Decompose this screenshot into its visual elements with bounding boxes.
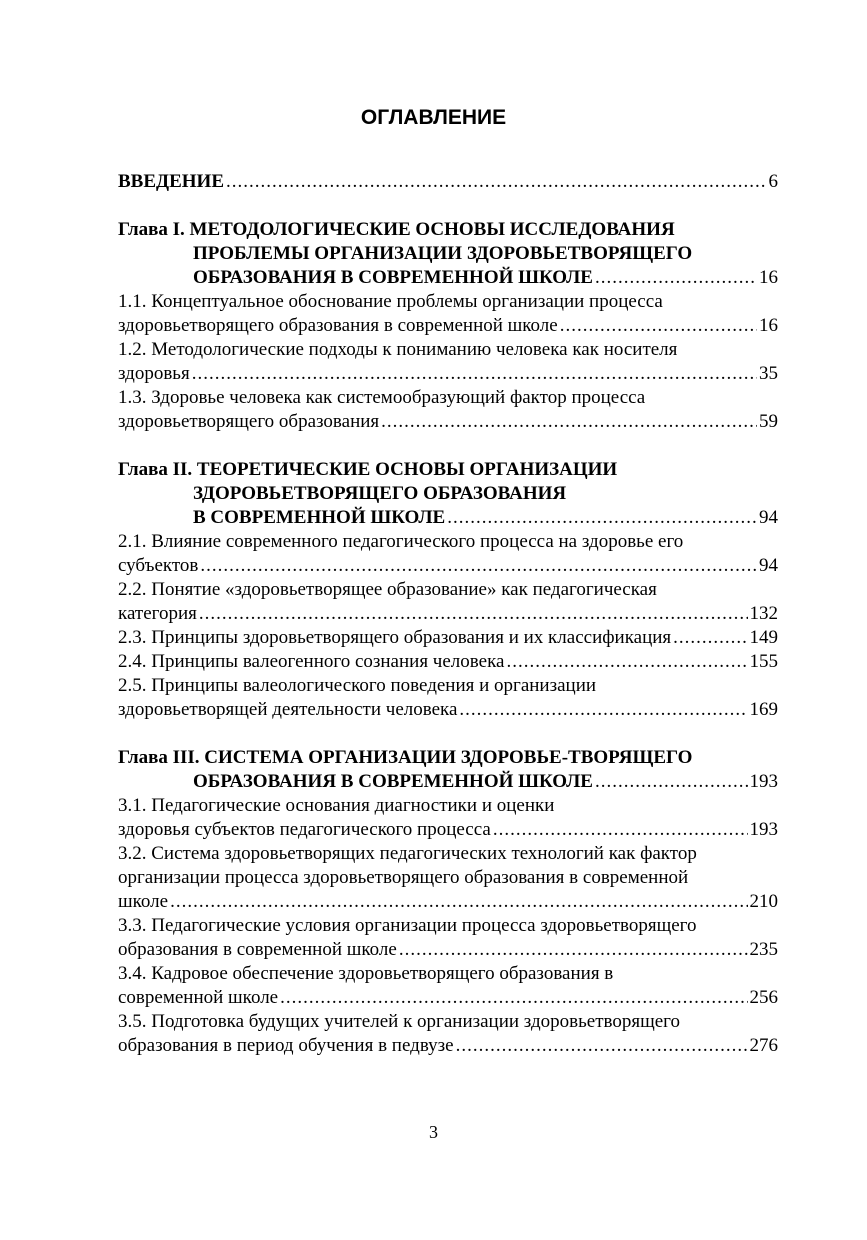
- toc-page-number: 6: [768, 171, 778, 192]
- toc-entry-title: ОБРАЗОВАНИЯ В СОВРЕМЕННОЙ ШКОЛЕ: [193, 267, 593, 288]
- toc-section-entry: [118, 914, 778, 962]
- dot-leader: [456, 1034, 748, 1058]
- toc-entry-line: 3.2. Система здоровьетворящих педагогических технологий как фактор: [118, 843, 697, 864]
- toc-page-number: 16: [759, 315, 778, 336]
- toc-entry-line: 3.1. Педагогические основания диагностики и оценки: [118, 795, 555, 816]
- toc-chapter: [118, 746, 778, 1058]
- page-title: ОГЛАВЛЕНИЕ: [360, 106, 507, 129]
- toc-page-number: 155: [749, 651, 778, 672]
- toc-section-entry: [118, 530, 778, 578]
- toc-entry-last-line: [118, 1034, 778, 1058]
- toc-page-number: 210: [749, 891, 778, 912]
- toc-entry-last-line: [118, 602, 778, 626]
- toc-page-number: 94: [759, 555, 778, 576]
- chapter-heading-line: Глава I. МЕТОДОЛОГИЧЕСКИЕ ОСНОВЫ ИССЛЕДОВАНИЯ: [118, 219, 675, 240]
- toc-page-number: 149: [749, 627, 778, 648]
- dot-leader: [280, 986, 747, 1010]
- toc-section-entry: [118, 794, 778, 842]
- toc-entry-last-line: [118, 986, 778, 1010]
- dot-leader: [192, 362, 757, 386]
- toc-section-entry: [118, 1010, 778, 1058]
- toc-entry-title: субъектов: [118, 555, 199, 576]
- dot-leader: [170, 890, 747, 914]
- toc-section-entry: [118, 578, 778, 626]
- toc-entry-title: образования в современной школе: [118, 939, 397, 960]
- toc-entry-title: ВВЕДЕНИЕ: [118, 171, 224, 192]
- toc-entry-last-line: [118, 266, 778, 290]
- toc-entry-line: 3.4. Кадровое обеспечение здоровьетворящего образования в: [118, 963, 614, 984]
- toc-intro: [118, 170, 778, 194]
- chapter-heading-line: ЗДОРОВЬЕТВОРЯЩЕГО ОБРАЗОВАНИЯ: [193, 483, 567, 504]
- dot-leader: [399, 938, 748, 962]
- toc-entry-line: 2.1. Влияние современного педагогического процесса на здоровье его: [118, 531, 684, 552]
- toc-entry-title: образования в период обучения в педвузе: [118, 1035, 454, 1056]
- toc-section-entry: [118, 386, 778, 434]
- toc-entry-line: 2.2. Понятие «здоровьетворящее образование» как педагогическая: [118, 579, 657, 600]
- toc-entry-last-line: [118, 818, 778, 842]
- dot-leader: [493, 818, 748, 842]
- toc-page-number: 256: [749, 987, 778, 1008]
- toc-entry-last-line: [118, 410, 778, 434]
- toc-page-number: 94: [759, 507, 778, 528]
- toc-section-entry: [118, 650, 778, 674]
- toc-chapter: [118, 218, 778, 434]
- toc-entry-title: здоровья субъектов педагогического процесса: [118, 819, 491, 840]
- toc-section-entry: [118, 290, 778, 338]
- dot-leader: [381, 410, 757, 434]
- toc-entry-last-line: [118, 698, 778, 722]
- dot-leader: [226, 170, 767, 194]
- toc-entry-line: 3.3. Педагогические условия организации процесса здоровьетворящего: [118, 915, 697, 936]
- toc-page-number: 235: [749, 939, 778, 960]
- dot-leader: [199, 602, 748, 626]
- page-number: 3: [429, 1122, 438, 1142]
- dot-leader: [506, 650, 747, 674]
- toc-entry-title: категория: [118, 603, 197, 624]
- toc-entry-title: В СОВРЕМЕННОЙ ШКОЛЕ: [193, 507, 446, 528]
- toc-section-entry: [118, 338, 778, 386]
- toc-page-number: 59: [759, 411, 778, 432]
- toc-entry-last-line: [118, 362, 778, 386]
- toc-page-number: 35: [759, 363, 778, 384]
- toc-chapter: [118, 458, 778, 722]
- toc-entry-line: 3.5. Подготовка будущих учителей к организации здоровьетворящего: [118, 1011, 680, 1032]
- toc-entry-title: ОБРАЗОВАНИЯ В СОВРЕМЕННОЙ ШКОЛЕ: [193, 771, 593, 792]
- dot-leader: [447, 506, 757, 530]
- toc-section-entry: [118, 842, 778, 914]
- toc-page-number: 276: [749, 1035, 778, 1056]
- toc-page-number: 169: [749, 699, 778, 720]
- toc-entry-title: здоровья: [118, 363, 190, 384]
- toc-entry-title: здоровьетворящего образования в современной школе: [118, 315, 558, 336]
- chapter-heading-line: ПРОБЛЕМЫ ОРГАНИЗАЦИИ ЗДОРОВЬЕТВОРЯЩЕГО: [193, 243, 693, 264]
- toc-entry-title: 2.3. Принципы здоровьетворящего образования и их классификация: [118, 627, 672, 648]
- toc-entry-last-line: [118, 938, 778, 962]
- toc-section-entry: [118, 962, 778, 1010]
- toc-page-number: 193: [749, 771, 778, 792]
- toc-entry-last-line: [118, 626, 778, 650]
- dot-leader: [673, 626, 747, 650]
- toc-page-number: 132: [749, 603, 778, 624]
- dot-leader: [200, 554, 757, 578]
- toc-section-entry: [118, 626, 778, 650]
- toc-page-number: 16: [759, 267, 778, 288]
- chapter-heading-line: Глава II. ТЕОРЕТИЧЕСКИЕ ОСНОВЫ ОРГАНИЗАЦИИ: [118, 459, 618, 480]
- toc-entry-last-line: [118, 554, 778, 578]
- dot-leader: [560, 314, 757, 338]
- toc-entry-line: 2.5. Принципы валеологического поведения и организации: [118, 675, 597, 696]
- toc-entry-line: организации процесса здоровьетворящего образования в современной: [118, 867, 689, 888]
- toc-entry-line: 1.3. Здоровье человека как системообразующий фактор процесса: [118, 387, 646, 408]
- toc-entry-last-line: [118, 890, 778, 914]
- toc-entry-title: 2.4. Принципы валеогенного сознания человека: [118, 651, 505, 672]
- toc-entry-last-line: [118, 506, 778, 530]
- dot-leader: [459, 698, 747, 722]
- toc-entry-title: здоровьетворящей деятельности человека: [118, 699, 458, 720]
- toc-entry-title: современной школе: [118, 987, 279, 1008]
- dot-leader: [595, 770, 748, 794]
- toc-section-entry: [118, 674, 778, 722]
- toc-entry-title: школе: [118, 891, 169, 912]
- dot-leader: [595, 266, 757, 290]
- toc-entry-last-line: [118, 650, 778, 674]
- toc-entry-line: 1.2. Методологические подходы к пониманию человека как носителя: [118, 339, 678, 360]
- toc-entry-title: здоровьетворящего образования: [118, 411, 380, 432]
- toc-page-number: 193: [749, 819, 778, 840]
- toc-entry-line: 1.1. Концептуальное обоснование проблемы организации процесса: [118, 291, 663, 312]
- chapter-heading-line: Глава III. СИСТЕМА ОРГАНИЗАЦИИ ЗДОРОВЬЕ-ТВОРЯЩЕГО: [118, 747, 693, 768]
- toc-entry-last-line: [118, 314, 778, 338]
- toc-entry-last-line: [118, 770, 778, 794]
- table-of-contents: [118, 170, 778, 1082]
